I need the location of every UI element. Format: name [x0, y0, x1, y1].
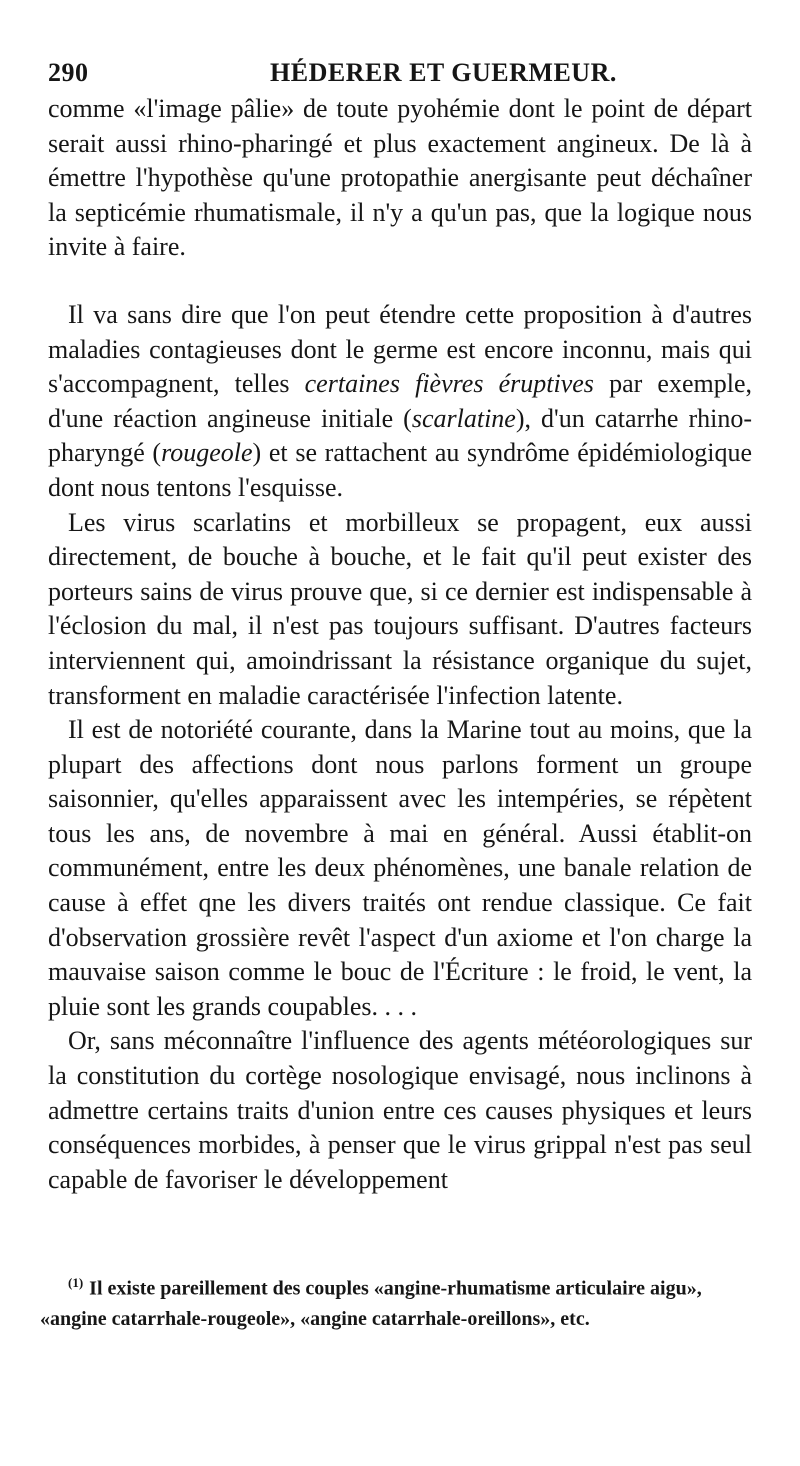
page — [48, 52, 752, 1197]
paragraph-2-italic-2: scarlatine — [411, 403, 516, 433]
paragraph-5: Or, sans méconnaître l'influence des agents météorologiques sur la constitution du cortège nosologique envisagé, nous inclinons à admettre certains traits d'union entre ces causes physiques et leurs conséquences morbides, à penser que le virus grippal n'est pas seul capable de favoriser le développement — [48, 1026, 752, 1194]
paragraph-2-part-3: ), d'un catarrhe rhino-pharyngé ( — [48, 403, 752, 468]
footnote-marker: (1) — [68, 1275, 84, 1290]
paragraph-2-part-4: ) et se rattachent au syndrôme épidémiologique dont nous tentons l'esquisse. — [48, 438, 752, 502]
footnote-text: Il existe pareillement des couples «angine-rhumatisme articulaire aigu», «angine catarrhale-rougeole», «angine catarrhale-oreillons», etc. — [40, 1277, 702, 1330]
paragraph-2-part-1: Il va sans dire que l'on peut étendre cette proposition à d'autres maladies contagieuses dont le germe est encore inconnu, mais qui s'accompagnent, telles — [48, 299, 752, 399]
paragraph-1: comme «l'image pâlie» de toute pyohémie dont le point de départ serait aussi rhino-pharingé et plus exactement angineux. De là à émettre l'hypothèse qu'une protopathie anergisante peut déchaîner la septicémie rhumatismale, il n'y a qu'un pas, que la logique nous invite à faire. — [48, 94, 752, 262]
running-title: HÉDERER ET GUERMEUR. — [270, 58, 617, 87]
footnotes — [40, 1268, 752, 1334]
paragraph-3: Les virus scarlatins et morbilleux se propagent, eux aussi directement, de bouche à bouche, et le fait qu'il peut exister des porteurs sains de virus prouve que, si ce dernier est indispensable à l'éclosion du mal, il n'est pas toujours suffisant. D'autres facteurs interviennent qui, amoindrissant la résistance organique du sujet, transforment en maladie caractérisée l'infection latente. — [48, 507, 752, 710]
footnote-1 — [40, 1268, 752, 1334]
body-text — [48, 92, 752, 1197]
paragraph-4: Il est de notoriété courante, dans la Marine tout au moins, que la plupart des affections dont nous parlons forment un groupe saisonnier, qu'elles apparaissent avec les intempéries, se répètent tous les ans, de novembre à mai en général. Aussi établit-on communément, entre les deux phénomènes, une banale relation de cause à effet qne les divers traités ont rendue classique. Ce fait d'observation grossière revêt l'aspect d'un axiome et l'on charge la mauvaise saison comme le bouc de l'Écriture : le froid, le vent, la pluie sont les grands coupables. . . . — [48, 715, 752, 1021]
paragraph-2 — [48, 298, 752, 506]
page-number: 290 — [48, 58, 89, 87]
paragraph-2-italic-3: rougeole — [161, 438, 253, 468]
paragraph-2-italic-1: certaines fièvres éruptives — [304, 369, 594, 399]
running-head — [48, 52, 752, 92]
paragraph-2-part-2: par exemple, d'une réaction angineuse initiale ( — [48, 369, 752, 433]
